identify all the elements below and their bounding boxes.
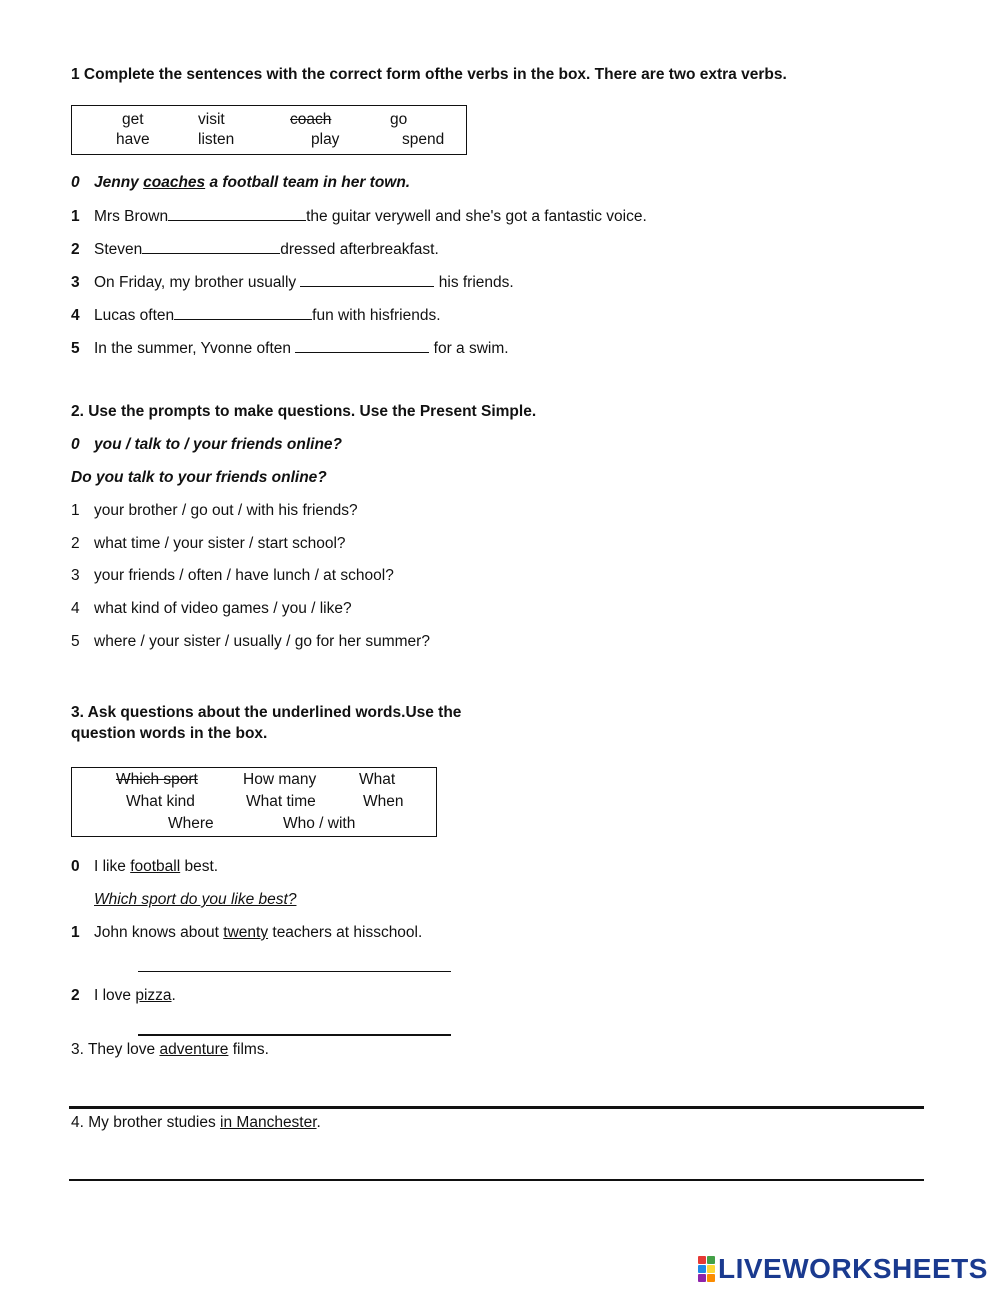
exercise-3-title-line-2: question words in the box. xyxy=(71,725,268,742)
exercise-1-item-4: 4 Lucas often fun with hisfriends. xyxy=(71,307,441,324)
exercise-2-item-2: 2 what time / your sister / start school? xyxy=(71,535,346,552)
exercise-3-item-4: 4. My brother studies in Manchester. xyxy=(71,1114,321,1131)
answer-blank[interactable] xyxy=(174,305,312,320)
qword-what-kind: What kind xyxy=(126,793,195,810)
verb-visit: visit xyxy=(198,111,225,128)
liveworksheets-logo xyxy=(698,1254,988,1284)
exercise-1-item-5: 5 In the summer, Yvonne often for a swim. xyxy=(71,340,509,357)
exercise-3-example: 0 I like football best. xyxy=(71,858,219,875)
answer-blank[interactable] xyxy=(295,338,429,353)
exercise-1-example: 0 Jenny coaches a football team in her town. xyxy=(71,174,411,191)
verb-listen: listen xyxy=(198,131,235,148)
qword-who-with: Who / with xyxy=(283,815,356,832)
qword-when: When xyxy=(363,793,404,810)
exercise-1-item-3: 3 On Friday, my brother usually his friends. xyxy=(71,274,514,291)
verb-go: go xyxy=(390,111,408,128)
exercise-3-title-line-1: 3. Ask questions about the underlined words.Use the xyxy=(71,704,462,721)
verb-have: have xyxy=(116,131,150,148)
exercise-2-title: 2. Use the prompts to make questions. Use the Present Simple. xyxy=(71,403,537,420)
verb-box xyxy=(71,105,467,155)
exercise-3-example-answer: Which sport do you like best? xyxy=(94,891,297,908)
exercise-1-item-1: 1 Mrs Brown the guitar verywell and she's got a fantastic voice. xyxy=(71,208,647,225)
exercise-2-example-answer: Do you talk to your friends online? xyxy=(71,469,327,486)
qword-what-time: What time xyxy=(246,793,316,810)
verb-get: get xyxy=(122,111,144,128)
exercise-2-item-5: 5 where / your sister / usually / go for her summer? xyxy=(71,633,430,650)
exercise-2-item-3: 3 your friends / often / have lunch / at school? xyxy=(71,567,394,584)
brand-name: LIVEWORKSHEETS xyxy=(718,1253,988,1284)
qword-which-sport: Which sport xyxy=(116,771,198,788)
answer-line-4[interactable] xyxy=(69,1179,924,1181)
logo-grid-icon xyxy=(698,1256,715,1282)
exercise-3-item-1: 1 John knows about twenty teachers at hisschool. xyxy=(71,924,423,941)
answer-line-3[interactable] xyxy=(69,1106,924,1109)
verb-spend: spend xyxy=(402,131,445,148)
answer-blank[interactable] xyxy=(300,272,434,287)
exercise-1-item-2: 2 Steven dressed afterbreakfast. xyxy=(71,241,439,258)
exercise-2-example-prompt: 0 you / talk to / your friends online? xyxy=(71,436,343,453)
exercise-3-item-2: 2 I love pizza. xyxy=(71,987,176,1004)
question-word-box xyxy=(71,767,437,837)
exercise-2-item-4: 4 what kind of video games / you / like? xyxy=(71,600,352,617)
exercise-2-item-1: 1 your brother / go out / with his friends? xyxy=(71,502,358,519)
verb-play: play xyxy=(311,131,340,148)
answer-blank[interactable] xyxy=(142,239,280,254)
answer-line-2[interactable] xyxy=(138,1034,451,1036)
verb-coach: coach xyxy=(290,111,332,128)
answer-line-1[interactable] xyxy=(138,971,451,972)
exercise-1-title: 1 Complete the sentences with the correct form ofthe verbs in the box. There are two extra verbs. xyxy=(71,66,787,83)
exercise-3-item-3: 3. They love adventure films. xyxy=(71,1041,269,1058)
qword-where: Where xyxy=(168,815,214,832)
qword-what: What xyxy=(359,771,396,788)
answer-blank[interactable] xyxy=(168,206,306,221)
qword-how-many: How many xyxy=(243,771,317,788)
